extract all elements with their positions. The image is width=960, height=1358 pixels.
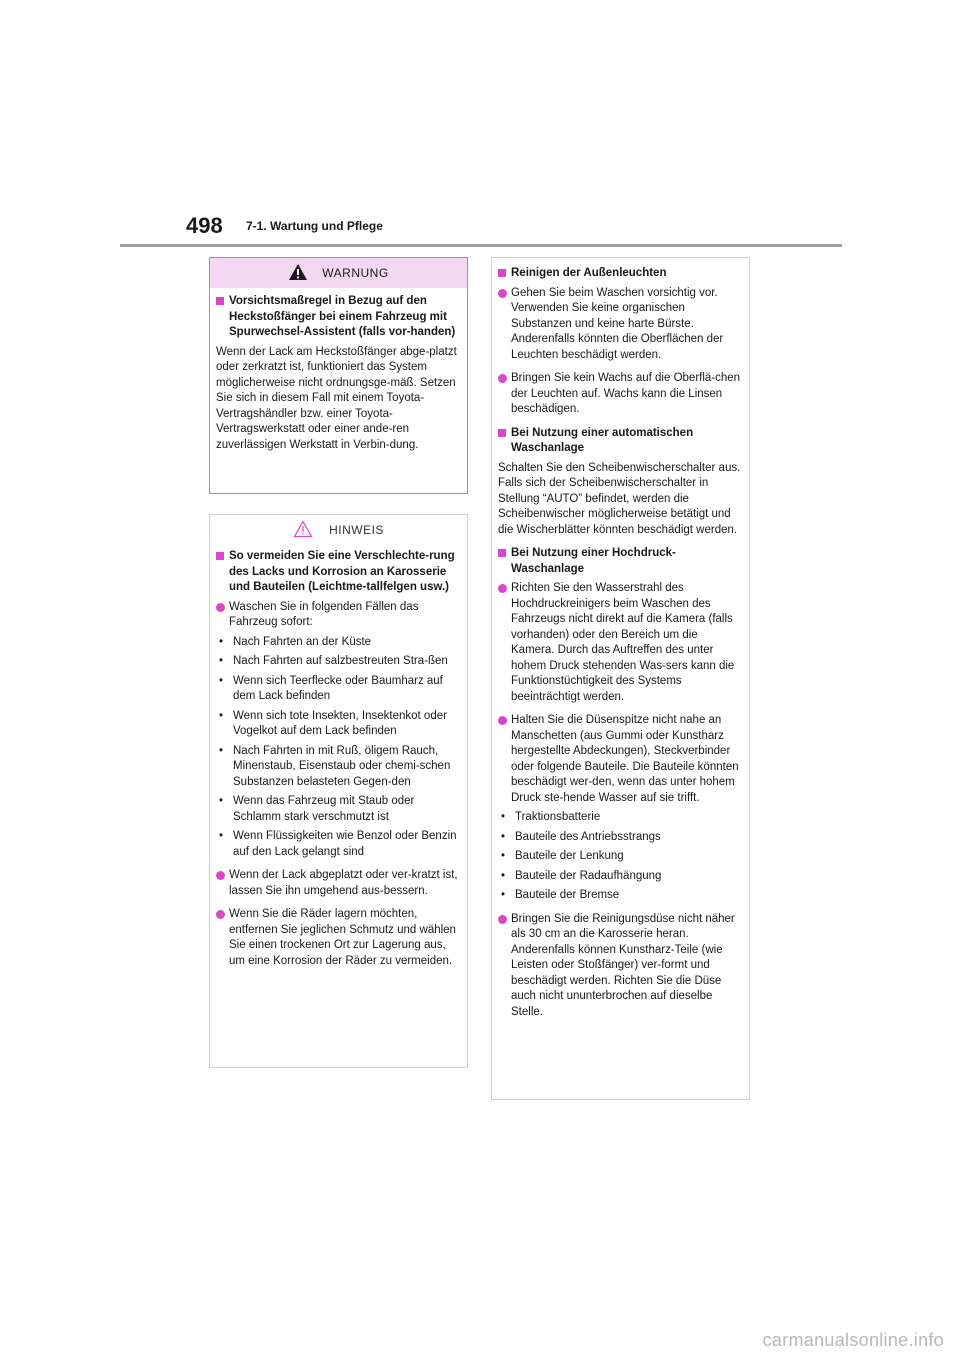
section-high-pressure-wash: Bei Nutzung einer Hochdruck-Waschanlage <box>498 546 743 577</box>
component-sub-item: • Bauteile der Radaufhängung <box>501 869 662 882</box>
warning-section-title: Vorsichtsmaßregel in Bezug auf den Heckstoßfänger bei einem Fahrzeug mit Spurwechsel-Assistent (falls vor-handen) <box>216 294 461 341</box>
note-header <box>216 515 461 545</box>
bullet-dot-icon <box>498 374 507 383</box>
header-rule <box>120 244 842 247</box>
component-sub-item: • Bauteile der Bremse <box>501 889 620 901</box>
pressure-bullet-3: Bringen Sie die Reinigungsdüse nicht näher als 30 cm an die Karosserie heran. Anderenfalls können Kunstharz-Teile (wie Leisten oder Stoßfänger) ver-formt und beschädigt werden. Richten Sie die Düse auch nicht ununterbrochen auf dieselbe Stelle. <box>498 912 743 1021</box>
note-sub-item: • Wenn Flüssigkeiten wie Benzol oder Benzin auf den Lack gelangt sind <box>219 830 457 858</box>
note-bullet-1: Waschen Sie in folgenden Fällen das Fahrzeug sofort: <box>216 600 461 631</box>
washing-info-box <box>491 257 750 1100</box>
pressure-bullet-1: Richten Sie den Wasserstrahl des Hochdruckreinigers beim Waschen des Fahrzeugs nicht direkt auf die Kamera (falls vorhanden) oder den Bereich um die Kamera. Durch das Auftreffen des unter hohem Druck stehenden Was-sers kann die Funktionstüchtigkeit des Systems beeinträchtigt werden. <box>498 581 743 705</box>
note-box <box>209 514 468 1068</box>
bullet-dot-icon <box>216 871 225 880</box>
bullet-dot-icon <box>216 910 225 919</box>
page-number: 498 <box>186 213 223 238</box>
component-sub-item: • Bauteile der Lenkung <box>501 850 624 862</box>
note-sub-item: • Wenn das Fahrzeug mit Staub oder Schlamm stark verschmutzt ist <box>219 795 415 823</box>
watermark: carmanualsonline.info <box>762 1330 944 1350</box>
lights-bullet-1: Gehen Sie beim Waschen vorsichtig vor. Verwenden Sie keine organischen Substanzen und keine harte Bürste. Anderenfalls könnten die Oberflächen der Leuchten beschädigt werden. <box>498 286 743 364</box>
bullet-dot-icon <box>498 915 507 924</box>
bullet-dot-icon <box>498 289 507 298</box>
note-title: HINWEIS <box>329 523 384 537</box>
note-section-title: So vermeiden Sie eine Verschlechte-rung des Lacks und Korrosion an Karosserie und Bauteilen (Leichtme-tallfelgen usw.) <box>216 549 461 596</box>
caution-triangle-icon <box>293 520 313 541</box>
warning-title: WARNUNG <box>322 266 389 280</box>
note-sub-item: • Nach Fahrten auf salzbestreuten Stra-ßen <box>219 655 448 667</box>
section-square-icon <box>216 552 224 560</box>
lights-bullet-2: Bringen Sie kein Wachs auf die Oberflä-chen der Leuchten auf. Wachs kann die Linsen beschädigen. <box>498 371 743 418</box>
section-square-icon <box>498 269 506 277</box>
note-bullet-3: Wenn Sie die Räder lagern möchten, entfernen Sie jeglichen Schmutz und wählen Sie einen trockenen Ort zur Lagerung aus, um eine Korrosion der Räder zu vermeiden. <box>216 907 461 969</box>
bullet-dot-icon <box>498 716 507 725</box>
warning-header <box>210 258 467 288</box>
section-square-icon <box>216 297 224 305</box>
bullet-dot-icon <box>216 603 225 612</box>
section-square-icon <box>498 549 506 557</box>
note-sub-item: • Wenn sich tote Insekten, Insektenkot oder Vogelkot auf dem Lack befinden <box>219 709 447 737</box>
note-bullet-2: Wenn der Lack abgeplatzt oder ver-kratzt ist, lassen Sie ihn umgehend aus-bessern. <box>216 868 461 899</box>
section-automatic-carwash: Bei Nutzung einer automatischen Waschanlage <box>498 426 743 457</box>
section-exterior-lights: Reinigen der Außenleuchten <box>498 266 743 282</box>
warning-box <box>209 257 468 494</box>
warning-triangle-icon <box>288 263 308 284</box>
carwash-text: Schalten Sie den Scheibenwischerschalter aus. Falls sich der Scheibenwischerschalter in Stellung “AUTO” befindet, werden die Scheibenwischer möglicherweise betätigt und die Wischerblätter könnten beschädigt werden. <box>498 461 741 536</box>
section-square-icon <box>498 429 506 437</box>
bullet-dot-icon <box>498 584 507 593</box>
note-sub-item: • Wenn sich Teerflecke oder Baumharz auf dem Lack befinden <box>219 674 443 702</box>
warning-text: Wenn der Lack am Heckstoßfänger abge-platzt oder zerkratzt ist, funktioniert das System möglicherweise nicht ordnungsge-mäß. Setzen Sie sich in diesem Fall mit einem Toyota-Vertragshändler bzw. einer Toyota-Vertragswerkstatt oder einer ande-ren zuverlässigen Werkstatt in Verbin-dung. <box>216 345 457 451</box>
pressure-bullet-2: Halten Sie die Düsenspitze nicht nahe an Manschetten (aus Gummi oder Kunstharz hergestellte Abdeckungen), Steckverbinder oder folgende Bauteile. Die Bauteile könnten beschädigt wer-den, wenn das unter hohem Druck ste-hende Wasser auf sie trifft. <box>498 713 743 806</box>
component-sub-item: • Traktionsbatterie <box>501 811 601 823</box>
component-sub-item: • Bauteile des Antriebsstrangs <box>501 830 661 843</box>
note-sub-item: • Nach Fahrten in mit Ruß, öligem Rauch, Minenstaub, Eisenstaub oder chemi-schen Substanzen belasteten Gegen-den <box>219 744 451 788</box>
chapter-title: 7-1. Wartung und Pflege <box>246 219 383 233</box>
note-sub-item: • Nach Fahrten an der Küste <box>219 635 372 648</box>
